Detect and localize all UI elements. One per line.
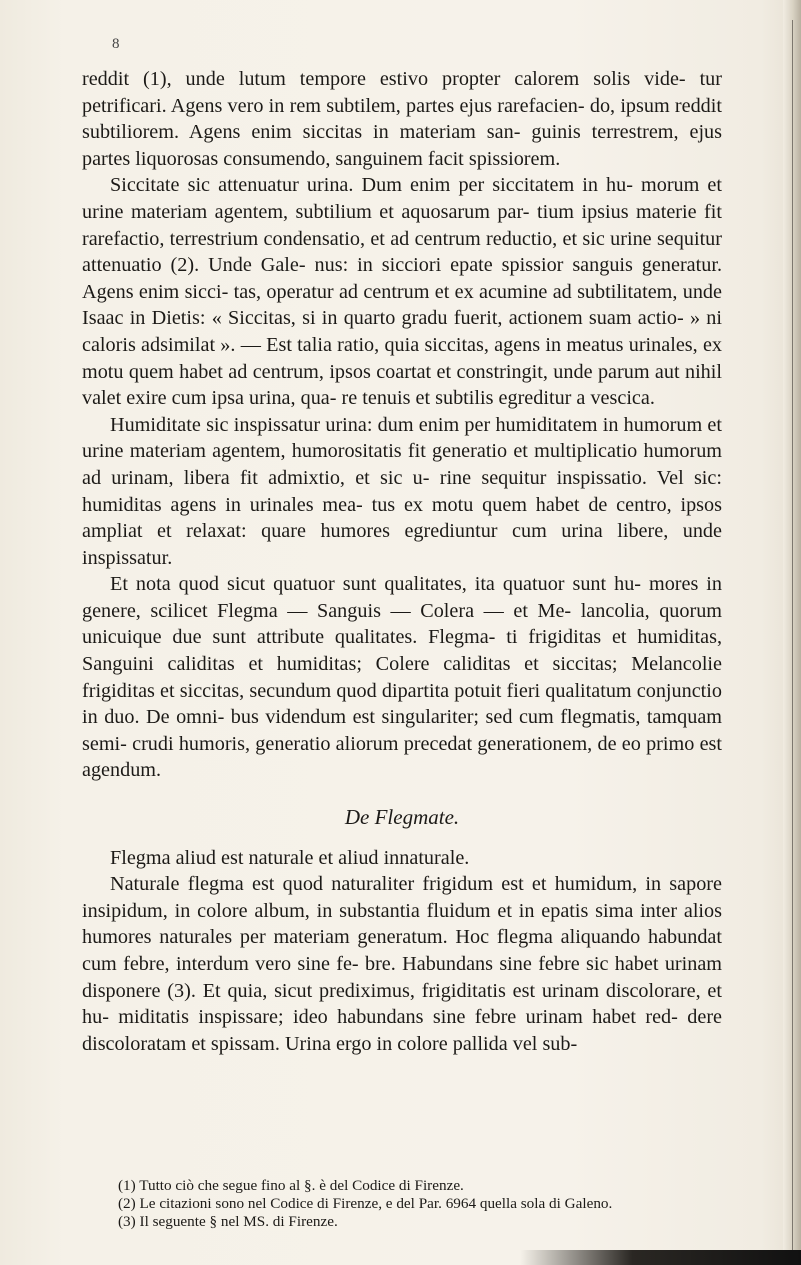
page-number: 8 <box>112 36 120 52</box>
footnote: (3) Il seguente § nel MS. di Firenze. <box>118 1213 338 1231</box>
footnotes <box>118 1177 728 1232</box>
paragraph: Flegma aliud est naturale et aliud innaturale. <box>110 846 470 869</box>
paragraph: Et nota quod sicut quatuor sunt qualitates, ita quatuor sunt hu- mores in genere, scilicet Flegma — Sanguis — Colera — et Me- lancolia, quorum unicuique due sunt attribute qualitates. Flegma- ti frigiditas et humiditas, Sanguini caliditas et humiditas; Colere caliditas et siccitas; Melancolie frigiditas et siccitas, secundum quod dipartita potuit fieri qualitatum conjunctio in duo. De omni- bus videndum est singulariter; sed cum flegmatis, tamquam semi- crudi humoris, generatio aliorum precedat generationem, de eo primo est agendum. <box>82 573 722 782</box>
footnote: (2) Le citazioni sono nel Codice di Firenze, e del Par. 6964 quella sola di Galeno. <box>118 1195 613 1213</box>
section-heading: De Flegmate. <box>344 805 460 830</box>
paragraph: Humiditate sic inspissatur urina: dum enim per humiditatem in humorum et urine materiam agentem, humorositatis fit generatio et multiplicatio humorum ad urinam, libera fit admixtio, et sic u- rine sequitur inspissatio. Vel sic: humiditas agens in urinales mea- tus ex motu quem habet de centro, ipsos ampliat et relaxat: quare humores egrediuntur cum urina libere, unde inspissatur. <box>82 413 722 569</box>
main-text <box>82 66 722 1057</box>
bottom-shadow <box>520 1250 801 1265</box>
footnote: (1) Tutto ciò che segue fino al §. è del Codice di Firenze. <box>118 1177 464 1194</box>
paragraph: Naturale flegma est quod naturaliter frigidum est et humidum, in sapore insipidum, in colore album, in substantia fluidum et in epatis sima inter alios humores naturales per materiam generatum. Hoc flegma aliquando habundat cum febre, interdum vero sine fe- bre. Habundans sine febre sic habet urinam disponere (3). Et quia, sicut prediximus, frigiditatis est urinam discolorare, et hu- miditatis inspissare; ideo habundans sine febre urinam habet red- dere discoloratam et spissam. Urina ergo in colore pallida vel sub- <box>82 873 722 1055</box>
paragraph: reddit (1), unde lutum tempore estivo propter calorem solis vide- tur petrificari. Agens vero in rem subtilem, partes ejus rarefacien- do, ipsum reddit subtiliorem. Agens enim siccitas in materiam san- guinis terrestrem, ejus partes liquorosas consumendo, sanguinem facit spissiorem. <box>82 68 722 170</box>
paragraph: Siccitate sic attenuatur urina. Dum enim per siccitatem in hu- morum et urine materiam agentem, subtilium et aquosarum par- tium ipsius materie fit rarefactio, terrestrium condensatio, et ad centrum reductio, et sic urine sequitur attenuatio (2). Unde Gale- nus: in sicciori epate spissior sanguis generatur. Agens enim sicci- tas, operatur ad centrum et ex acumine ad subtilitatem, unde Isaac in Dietis: « Siccitas, si in quarto gradu fuerit, actionem suam actio- » ni caloris adsimilat ». — Est talia ratio, quia siccitas, agens in meatus urinales, ex motu quem habet ad centrum, ipsos coartat et constringit, unde parum aut nihil valet exire cum ipsa urina, qua- re tenuis et subtilis egreditur a vescica. <box>82 174 722 410</box>
page-fold-line <box>792 20 793 1250</box>
